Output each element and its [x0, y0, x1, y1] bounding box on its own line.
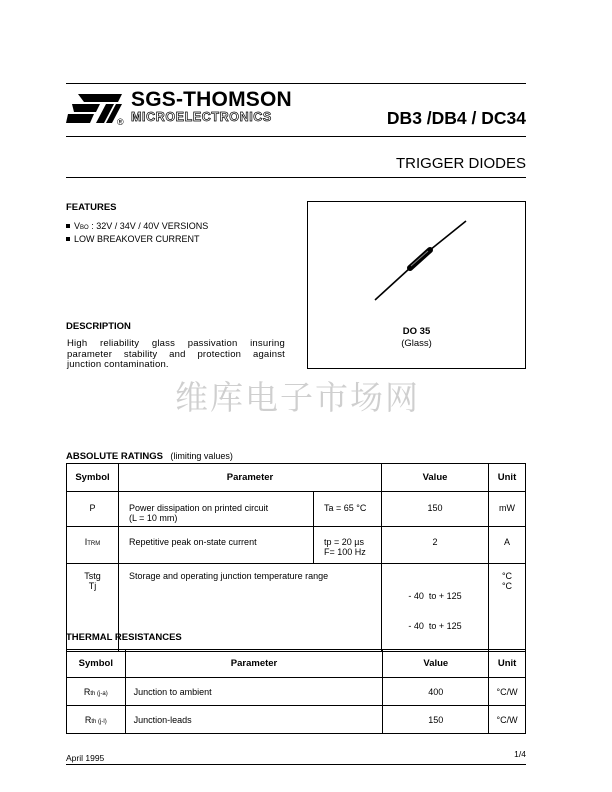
value-cell: - 40 to + 125 - 40 to + 125: [382, 564, 489, 652]
header-symbol: Symbol: [67, 464, 119, 492]
table-row: [67, 678, 526, 706]
absolute-ratings-table: [66, 463, 526, 652]
table-row: [67, 527, 526, 564]
header-value: Value: [383, 650, 489, 678]
condition-cell: tp = 20 µs F= 100 Hz: [314, 527, 382, 564]
watermark: 维库电子市场网: [175, 378, 420, 417]
header-unit: Unit: [489, 650, 526, 678]
unit-cell: °C °C: [489, 564, 526, 652]
value-cell: 400: [383, 678, 489, 706]
feature-item-current: LOW BREAKOVER CURRENT: [66, 234, 200, 244]
top-rule: [66, 83, 526, 84]
symbol-cell: ITRM: [67, 527, 119, 564]
unit-cell: A: [489, 527, 526, 564]
symbol-cell: P: [67, 492, 119, 527]
table-row: [67, 706, 526, 734]
feature-item-voltage: VBO : 32V / 34V / 40V VERSIONS: [66, 221, 208, 231]
parameter-cell: Junction-leads: [125, 706, 383, 734]
symbol-cell: Rth (j-l): [67, 706, 126, 734]
parameter-cell: Junction to ambient: [125, 678, 383, 706]
unit-cell: °C/W: [489, 706, 526, 734]
table-header-row: [67, 464, 526, 492]
package-material: (Glass): [401, 338, 432, 349]
header-unit: Unit: [489, 464, 526, 492]
features-title: FEATURES: [66, 202, 117, 213]
brand-name: SGS-THOMSON: [131, 88, 292, 111]
package-name: DO 35: [402, 326, 431, 337]
absolute-ratings-title: ABSOLUTE RATINGS (limiting values): [66, 451, 233, 462]
bullet-icon: [66, 237, 70, 241]
condition-cell: Ta = 65 °C: [314, 492, 382, 527]
diode-package-image: [370, 218, 470, 304]
header-parameter: Parameter: [125, 650, 383, 678]
footer-rule: [66, 764, 526, 765]
parameter-cell: Repetitive peak on-state current: [119, 527, 314, 564]
value-cell: 2: [382, 527, 489, 564]
subtitle-rule: [66, 177, 526, 178]
thermal-resistances-table: [66, 649, 526, 734]
table-row: [67, 492, 526, 527]
value-cell: 150: [382, 492, 489, 527]
symbol-cell: Tstg Tj: [67, 564, 119, 652]
symbol-cell: Rth (j-a): [67, 678, 126, 706]
header-rule: [66, 136, 526, 137]
parameter-cell: Power dissipation on printed circuit (L = 10 mm): [119, 492, 314, 527]
registered-mark: ®: [117, 117, 124, 127]
table-header-row: [67, 650, 526, 678]
document-date: April 1995: [66, 753, 105, 763]
part-numbers: DB3 /DB4 / DC34: [386, 108, 526, 128]
document-subtitle: TRIGGER DIODES: [395, 155, 526, 172]
brand-subtitle: MICROELECTRONICS: [131, 110, 272, 124]
header-value: Value: [382, 464, 489, 492]
header-parameter: Parameter: [119, 464, 382, 492]
value-cell: 150: [383, 706, 489, 734]
unit-cell: °C/W: [489, 678, 526, 706]
description-title: DESCRIPTION: [66, 321, 131, 332]
unit-cell: mW: [489, 492, 526, 527]
page-number: 1/4: [514, 749, 526, 759]
header-symbol: Symbol: [67, 650, 126, 678]
parameter-cell: Storage and operating junction temperature range: [119, 564, 382, 652]
st-logo-icon: [66, 92, 124, 126]
description-text: High reliability glass passivation insuring parameter stability and protection against junction contamination.: [67, 338, 285, 371]
bullet-icon: [66, 224, 70, 228]
thermal-resistances-title: THERMAL RESISTANCES: [66, 632, 182, 643]
